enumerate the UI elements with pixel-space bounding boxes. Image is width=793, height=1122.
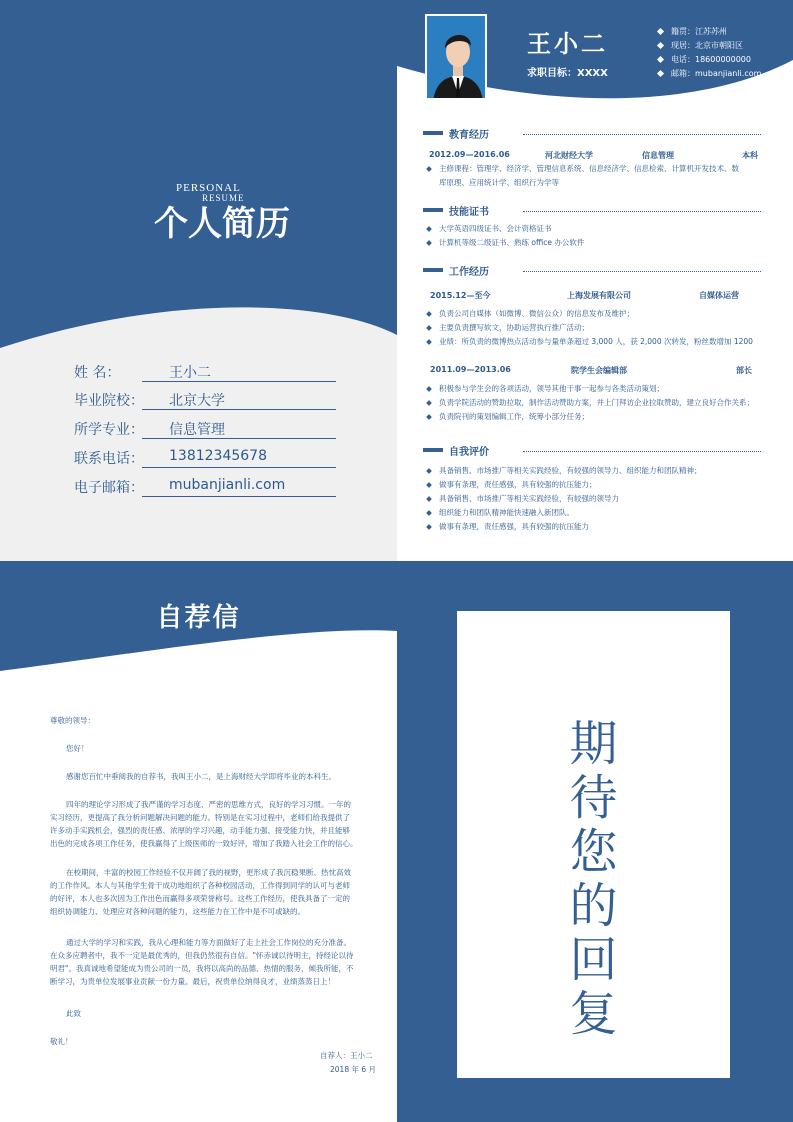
resume-page — [397, 0, 793, 561]
closing-card — [457, 611, 730, 1078]
letter-paragraph-1: 感谢您百忙中垂阅我的自荐书，我叫王小二，是上海财经大学即将毕业的本科生。 — [66, 772, 336, 781]
section-bar — [423, 131, 443, 135]
closing-character: 您 — [569, 824, 618, 880]
field-value: mubanjianli.com — [142, 477, 336, 497]
contact-hometown: 籍贯：江苏苏州 — [658, 26, 727, 37]
section-education-header — [423, 126, 761, 140]
contact-email: 邮箱：mubanjianli.com — [658, 68, 761, 79]
job2-item: 负责院刊的策划编辑工作，统筹小部分任务； — [427, 410, 767, 424]
closing-character: 期 — [569, 716, 618, 772]
job1-role: 自媒体运营 — [699, 291, 739, 300]
education-major: 信息管理 — [642, 151, 674, 160]
cover-field-school — [74, 388, 336, 412]
closing-character: 的 — [569, 878, 618, 934]
education-school: 河北财经大学 — [545, 151, 593, 160]
section-divider — [523, 211, 761, 212]
evaluation-item: 具备销售、市场推广等相关实践经验，有较强的领导力 — [427, 492, 767, 506]
section-bar — [423, 208, 443, 212]
section-title: 自我评价 — [449, 447, 489, 458]
letter-title: 自荐信 — [156, 603, 241, 633]
skill-item: 计算机等级二级证书、熟练 office 办公软件 — [427, 236, 767, 250]
field-label: 姓 名： — [74, 365, 121, 381]
cover-field-name — [74, 360, 336, 384]
job1-period: 2015.12—至今 — [430, 291, 491, 300]
evaluation-item: 做事有条理，责任感强，具有较强的抗压能力； — [427, 478, 767, 492]
job2-role: 部长 — [736, 366, 752, 375]
user-photo — [425, 14, 487, 100]
diamond-bullet-icon — [657, 56, 664, 63]
cover-page — [0, 0, 397, 561]
contact-phone: 电话：18600000000 — [658, 54, 751, 65]
section-title: 教育经历 — [449, 130, 489, 141]
letter-date: 2018 年 6 月 — [330, 1065, 377, 1074]
logo-english-line2: RESUME — [202, 193, 245, 203]
letter-closing-1: 此致 — [66, 1009, 81, 1018]
closing-character: 待 — [569, 770, 618, 826]
closing-page — [397, 561, 793, 1122]
letter-signature: 自荐人：王小二 — [320, 1051, 373, 1060]
contact-residence: 现居：北京市朝阳区 — [658, 40, 743, 51]
field-value: 王小二 — [142, 362, 336, 382]
logo-english-line1: PERSONAL — [176, 182, 241, 194]
letter-paragraph-4: 通过大学的学习和实践，我从心理和能力等方面做好了走上社会工作岗位的充分准备。 在众多应聘者中，我不一定是最优秀的，但我仍然很有自信。"怀赤诚以待明主，持经论以待 明君"。我真诚地希望能成为贵公司的一员，我将以高尚的品德、热情的服务，倾我所能，不 断学习，为贵单位发展事业贡献一份力量。最后，祝贵单位纳得良才，业绩蒸蒸日上！ — [50, 938, 354, 986]
field-value: 信息管理 — [142, 419, 336, 439]
job1-item: 主要负责撰写软文，协助运营执行推广活动； — [427, 321, 767, 335]
logo-chinese: 个人简历 — [154, 204, 290, 244]
resume-name: 王小二 — [527, 30, 608, 58]
evaluation-item: 做事有条理，责任感强，具有较强的抗压能力 — [427, 520, 767, 534]
job1-item: 业绩：所负责的微博热点活动参与量单条超过 3,000 人，获 2,000 次转发，粉丝数增加 1200 — [427, 335, 767, 349]
skill-item: 大学英语四级证书、会计资格证书 — [427, 222, 767, 236]
closing-message — [457, 717, 730, 1041]
education-degree: 本科 — [742, 151, 758, 160]
letter-closing-2: 敬礼！ — [50, 1037, 73, 1046]
resume-logo — [126, 182, 290, 244]
job-objective: 求职目标：XXXX — [527, 68, 608, 79]
cover-field-email — [74, 475, 336, 499]
section-work-header — [423, 263, 761, 277]
section-divider — [523, 271, 761, 272]
diamond-bullet-icon — [657, 28, 664, 35]
section-divider — [523, 134, 761, 135]
evaluation-item: 具备销售、市场推广等相关实践经验，有较强的领导力、组织能力和团队精神； — [427, 464, 767, 478]
section-title: 工作经历 — [449, 267, 489, 278]
field-value: 13812345678 — [142, 448, 336, 468]
education-period: 2012.09—2016.06 — [429, 150, 510, 159]
evaluation-item: 组织能力和团队精神能快速融入新团队。 — [427, 506, 767, 520]
section-bar — [423, 448, 443, 452]
letter-greeting: 您好！ — [66, 744, 89, 753]
cover-letter-page — [0, 561, 397, 1122]
section-evaluation-header — [423, 443, 761, 457]
job1-company: 上海发展有限公司 — [567, 291, 631, 300]
closing-character: 回 — [569, 932, 618, 988]
education-courses: 主修课程：管理学、经济学、管理信息系统、信息经济学、信息检索、计算机开发技术、数 库原理、应用统计学、组织行为学等 — [427, 162, 767, 190]
section-bar — [423, 268, 443, 272]
field-label: 联系电话： — [74, 451, 144, 467]
field-value: 北京大学 — [142, 390, 336, 410]
job2-period: 2011.09—2013.06 — [430, 365, 511, 374]
diamond-bullet-icon — [657, 70, 664, 77]
section-divider — [523, 451, 761, 452]
job2-company: 院学生会编辑部 — [571, 366, 627, 375]
field-label: 毕业院校： — [74, 393, 144, 409]
field-label: 所学专业： — [74, 422, 144, 438]
cover-field-major — [74, 417, 336, 441]
section-title: 技能证书 — [449, 207, 489, 218]
letter-paragraph-2: 四年的理论学习形成了我严谨的学习态度、严密的思维方式，良好的学习习惯。一年的 实习经历，更提高了我分析问题解决问题的能力。特别是在实习过程中，老师们给我提供了 许多动手实践机会，强烈的责任感、浓厚的学习兴趣，动手能力强、接受能力快，并且能够 出色的完成各项工作任务，使我赢得了上级医师的一致好评，增加了我踏入社会工作的信心。 — [50, 800, 358, 848]
job2-item: 负责学院活动的赞助拉取，制作活动赞助方案，并上门拜访企业拉取赞助，建立良好合作关系； — [427, 396, 767, 410]
field-label: 电子邮箱： — [74, 480, 144, 496]
diamond-bullet-icon — [657, 42, 664, 49]
job1-item: 负责公司自媒体（如微博、微信公众）的信息发布及维护； — [427, 307, 767, 321]
portrait-icon — [427, 16, 487, 100]
closing-character: 复 — [569, 986, 618, 1042]
letter-salutation: 尊敬的领导： — [50, 716, 95, 725]
cover-field-phone — [74, 446, 336, 470]
job2-item: 积极参与学生会的各项活动，领导其他干事一起参与各类活动策划； — [427, 382, 767, 396]
letter-paragraph-3: 在校期间，丰富的校园工作经验不仅开阔了我的视野，更形成了我沉稳果断、热忱高效 的工作作风。本人与其他学生骨干成功地组织了各种校园活动，工作得到同学的认可与老师 的好评，本人也多次因为工作出色而赢得多项荣誉称号。这些工作经历，使我具备了一定的 组织协调能力、处理应对各种问题的能力，这些能力在工作中是不可或缺的。 — [50, 868, 351, 916]
section-skills-header — [423, 203, 761, 217]
